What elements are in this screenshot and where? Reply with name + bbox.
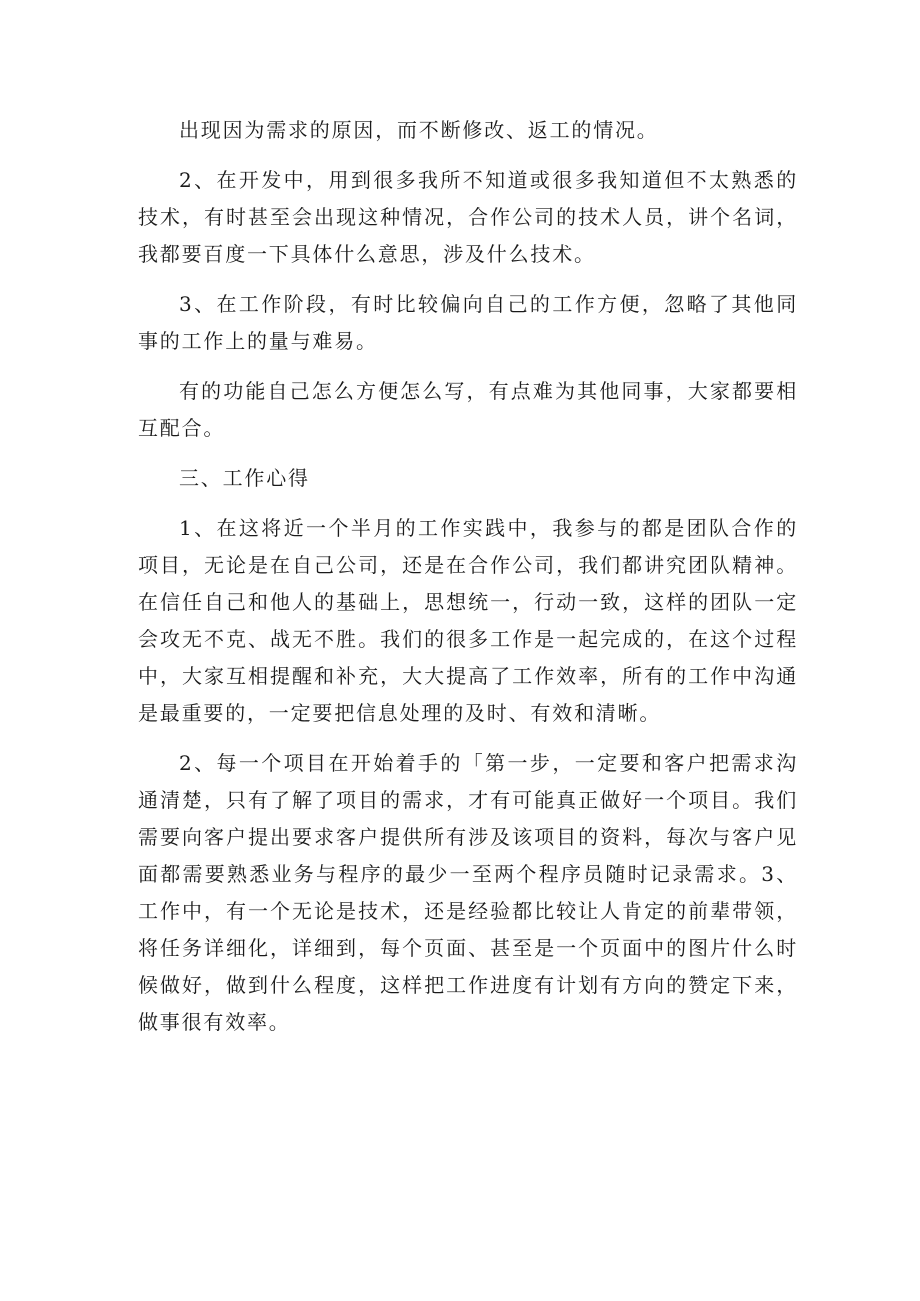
paragraph-2: 2、在开发中，用到很多我所不知道或很多我知道但不太熟悉的技术，有时甚至会出现这种情况，合作公司的技术人员，讲个名词，我都要百度一下具体什么意思，涉及什么技术。 xyxy=(138,168,798,266)
paragraph-3: 3、在工作阶段，有时比较偏向自己的工作方便，忽略了其他同事的工作上的量与难易。 xyxy=(138,292,798,353)
document-body xyxy=(138,112,798,1054)
section-heading: 三、工作心得 xyxy=(179,466,310,490)
paragraph-5: 1、在这将近一个半月的工作实践中，我参与的都是团队合作的项目，无论是在自己公司，还是在合作公司，我们都讲究团队精神。在信任自己和他人的基础上，思想统一，行动一致，这样的团队一定会攻无不克、战无不胜。我们的很多工作是一起完成的，在这个过程中，大家互相提醒和补充，大大提高了工作效率，所有的工作中沟通是最重要的，一定要把信息处理的及时、有效和清晰。 xyxy=(138,516,798,725)
paragraph-4: 有的功能自己怎么方便怎么写，有点难为其他同事，大家都要相互配合。 xyxy=(138,379,798,440)
paragraph-1: 出现因为需求的原因，而不断修改、返工的情况。 xyxy=(179,118,659,142)
paragraph-6: 2、每一个项目在开始着手的「第一步，一定要和客户把需求沟通清楚，只有了解了项目的需求，才有可能真正做好一个项目。我们需要向客户提出要求客户提供所有涉及该项目的资料，每次与客户见面都需要熟悉业务与程序的最少一至两个程序员随时记录需求。3、工作中，有一个无论是技术，还是经验都比较让人肯定的前辈带领，将任务详细化，详细到，每个页面、甚至是一个页面中的图片什么时候做好，做到什么程度，这样把工作进度有计划有方向的赞定下来，做事很有效率。 xyxy=(138,751,798,1034)
